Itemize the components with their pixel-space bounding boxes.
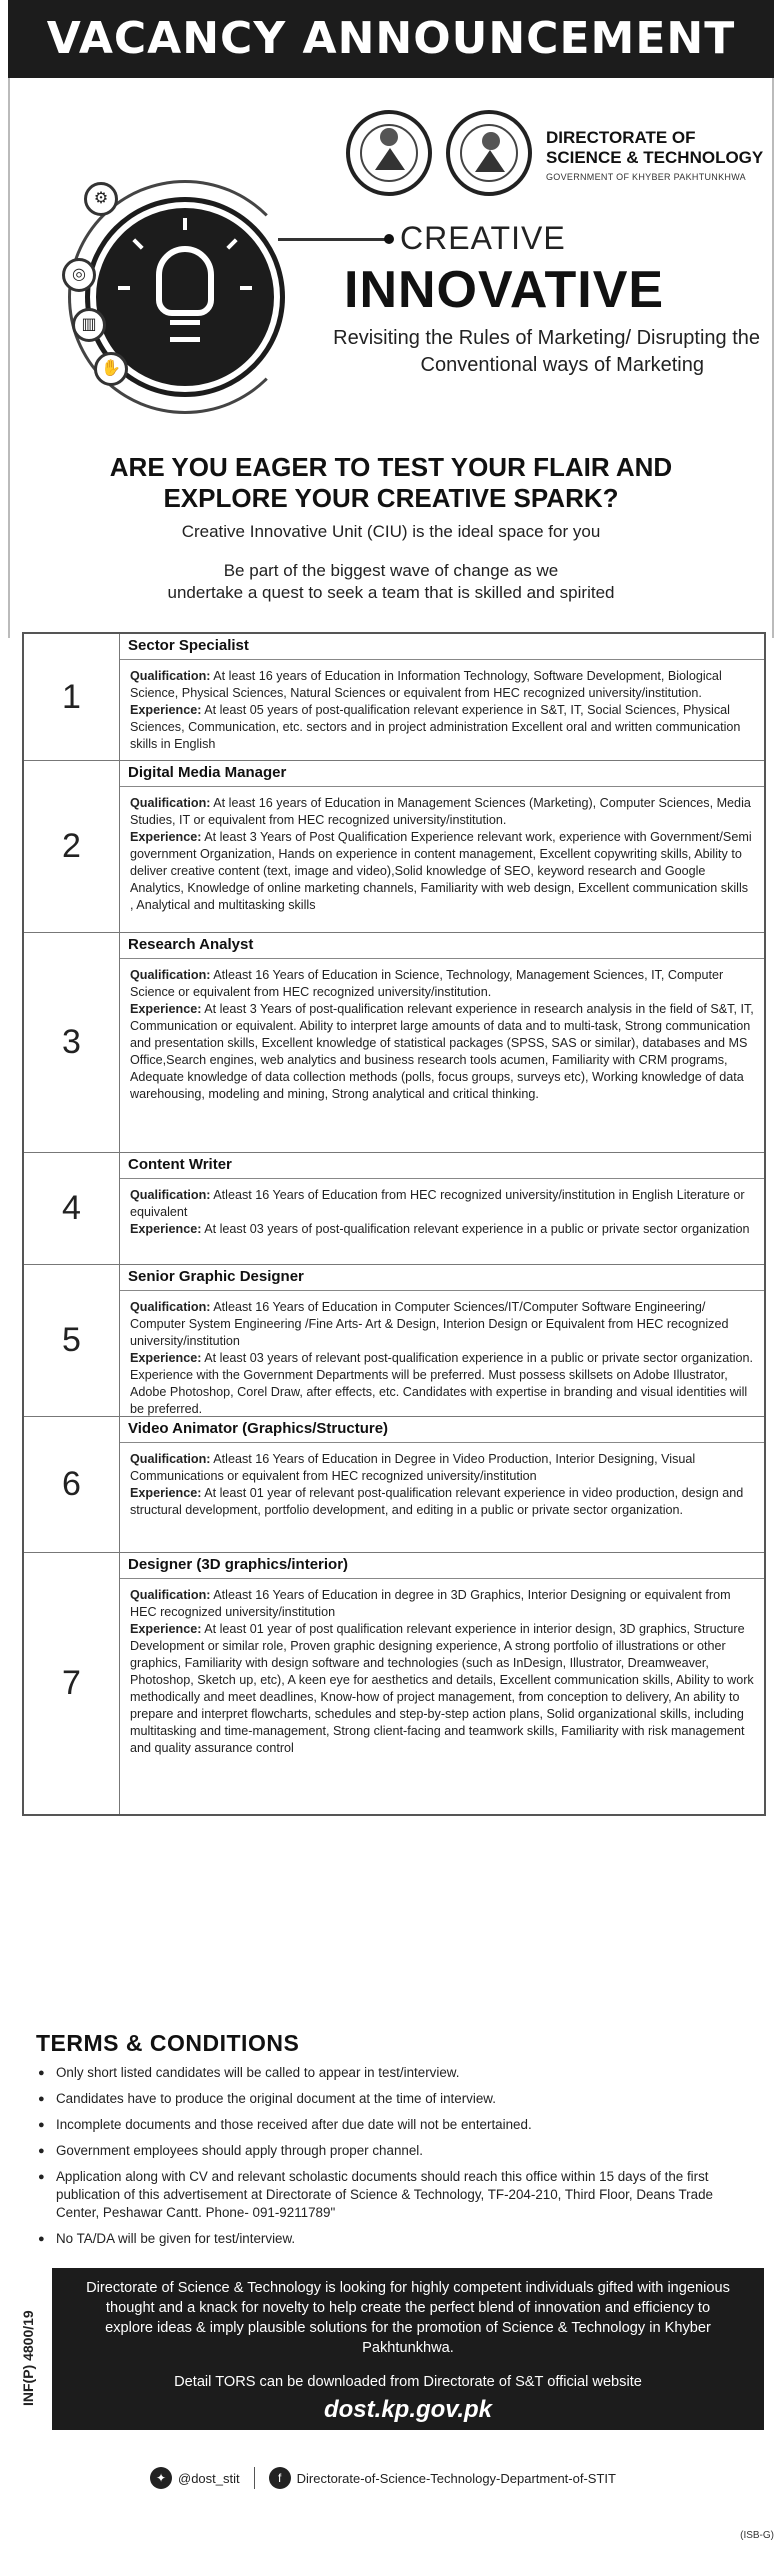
chart-icon: ▥ [72, 308, 106, 342]
social-divider [254, 2467, 255, 2489]
intro-question [8, 452, 774, 514]
twitter-handle[interactable]: @dost_stit [178, 2470, 240, 2486]
target-icon: ◎ [62, 258, 96, 292]
qualification-label: Qualification: [130, 796, 211, 810]
position-description [120, 787, 764, 920]
experience-text: At least 03 years of post-qualification relevant experience in a public or private sector organization [201, 1222, 750, 1236]
qualification-text: Atleast 16 Years of Education in Computer Sciences/IT/Computer Software Engineering/ Computer System Engineering /Fine Arts- Art & Design, Interion Design or Equivalent from HEC recognized university/institution [130, 1300, 729, 1348]
position-row-6 [24, 1416, 764, 1552]
terms-title: TERMS & CONDITIONS [36, 2030, 300, 2056]
intro-line2b: undertake a quest to seek a team that is skilled and spirited [167, 583, 615, 602]
position-description [120, 959, 764, 1109]
terms-list [36, 2064, 756, 2256]
qualification-text: At least 16 years of Education in Information Technology, Software Development, Biological Science, Physical Sciences, Natural Sciences or equivalent from HEC recognized university/institution. [130, 669, 722, 700]
position-title: Video Animator (Graphics/Structure) [120, 1417, 764, 1443]
website-link[interactable]: dost.kp.gov.pk [323, 2396, 493, 2423]
tagline-line2: Conventional ways of Marketing [420, 354, 704, 376]
positions-table [22, 632, 766, 1816]
terms-item: ● Government employees should apply through proper channel. [36, 2142, 756, 2160]
position-title: Digital Media Manager [120, 761, 764, 787]
terms-item: ● Application along with CV and relevant scholastic documents should reach this office within 15 days of the first publication of this advertisement at Directorate of Science & Technology, TF-204-210, Third Floor, Deans Trade Center, Peshawar Cantt. Phone- 091-9211789" [36, 2168, 756, 2222]
band-detail: Detail TORS can be downloaded from Directorate of S&T official website [174, 2374, 642, 2390]
position-description [120, 1179, 764, 1244]
social-links [150, 2458, 616, 2498]
terms-item: ● No TA/DA will be given for test/interview. [36, 2230, 756, 2248]
reference-number: INF(P) 4800/19 [20, 2310, 36, 2406]
experience-text: At least 3 Years of post-qualification relevant experience in research analysis in the field of S&T, IT, Communication or equivalent. Ability to interpret large amounts of data and to multi-task, Strong communication and presentation skills, Excellent knowledge of statistical packages (SPSS, SAS or similar), databases and MS Office,Search engines, web analytics and business research tools acumen, Familiarity with CRM programs, Adequate knowledge of data collection methods (polls, focus groups, surveys etc), Working knowledge of data warehousing, modeling and mining, Strong analytical and critical thinking. [130, 1002, 754, 1101]
position-title: Senior Graphic Designer [120, 1265, 764, 1291]
qualification-text: Atleast 16 Years of Education in Science, Technology, Management Sciences, IT, Computer Science or equivalent from HEC recognized university/institution. [130, 968, 724, 999]
qualification-label: Qualification: [130, 1588, 211, 1602]
intro-line1: Creative Innovative Unit (CIU) is the ideal space for you [181, 522, 601, 541]
directorate-name-line1: DIRECTORATE OF [546, 128, 696, 147]
directorate-subtitle: GOVERNMENT OF KHYBER PAKHTUNKHWA [546, 172, 746, 182]
experience-label: Experience: [130, 1622, 202, 1636]
position-description [120, 1291, 764, 1424]
qualification-text: At least 16 years of Education in Management Sciences (Marketing), Computer Sciences, Media Studies, IT or equivalent from HEC recognized university/institution. [130, 796, 751, 827]
qualification-text: Atleast 16 Years of Education in Degree in Video Production, Interior Designing, Visual Communications or equivalent from HEC recognized university/institution [130, 1452, 696, 1483]
innovative-heading: INNOVATIVE [344, 261, 665, 319]
experience-text: At least 05 years of post-qualification relevant experience in S&T, IT, Social Sciences, Physical Sciences, Communication, etc. sectors and in project administration Excellent oral and written communication skills in English [130, 703, 741, 751]
position-description [120, 1579, 764, 1763]
isb-code: (ISB-G) [740, 2530, 774, 2541]
band-description: Directorate of Science & Technology is looking for highly competent individuals gifted with ingenious thought and a knack for novelty to help create the perfect blend of innovation and efficiency to explore ideas & imply plausible solutions for the promotion of Science & Technology in Khyber Pakhtunkhwa. [86, 2280, 730, 2356]
qualification-label: Qualification: [130, 1452, 211, 1466]
terms-item: ● Candidates have to produce the original document at the time of interview. [36, 2090, 756, 2108]
intro-question-line2: EXPLORE YOUR CREATIVE SPARK? [163, 483, 619, 513]
position-title: Sector Specialist [120, 634, 764, 660]
position-row-2 [24, 760, 764, 932]
experience-label: Experience: [130, 1486, 202, 1500]
position-row-5 [24, 1264, 764, 1416]
position-title: Designer (3D graphics/interior) [120, 1553, 764, 1579]
directorate-name [546, 128, 763, 168]
announcement-title: VACANCY ANNOUNCEMENT [8, 0, 774, 78]
experience-text: At least 01 year of post qualification relevant experience in interior design, 3D graphics, Structure Development or similar role, Proven graphic designing experience, A strong portfolio of illustrations or other graphics, Familiarity with design software and technologies (such as InDesign, Illustrator, Dreamweaver, Photoshop, Sketch up, etc), A keen eye for aesthetics and details, Excellent communication skills, Ability to work methodically and meet deadlines, Know-how of project management, from conception to delivery, An ability to prepare and interpret flowcharts, schedules and step-by-step action plans, Solid organizational skills, including multitasking and time-management, Strong client-facing and teamwork skills, Familiarity with risk management and quality assurance control [130, 1622, 754, 1755]
experience-label: Experience: [130, 703, 202, 717]
position-number: 6 [24, 1417, 120, 1552]
tagline-line1: Revisiting the Rules of Marketing/ Disrupting the [333, 327, 760, 349]
qualification-label: Qualification: [130, 968, 211, 982]
intro-line2 [8, 560, 774, 604]
position-number: 4 [24, 1153, 120, 1264]
intro-line2a: Be part of the biggest wave of change as we [223, 561, 559, 580]
twitter-icon[interactable]: ✦ [150, 2467, 172, 2489]
kp-government-seal-icon [346, 110, 432, 196]
position-row-3 [24, 932, 764, 1152]
qualification-text: Atleast 16 Years of Education in degree in 3D Graphics, Interior Designing or equivalent from HEC recognized university/institution [130, 1588, 731, 1619]
directorate-name-line2: SCIENCE & TECHNOLOGY [546, 148, 764, 167]
position-title: Content Writer [120, 1153, 764, 1179]
qualification-label: Qualification: [130, 1300, 211, 1314]
position-description [120, 1443, 764, 1525]
position-row-7 [24, 1552, 764, 1814]
experience-label: Experience: [130, 830, 202, 844]
terms-item: ● Incomplete documents and those received after due date will not be entertained. [36, 2116, 756, 2134]
position-number: 7 [24, 1553, 120, 1814]
position-number: 1 [24, 634, 120, 760]
position-number: 2 [24, 761, 120, 932]
experience-text: At least 03 years of relevant post-qualification experience in a public or private sector organization. Experience with the Government Departments will be preferred. Must possess skillsets on Adobe Illustrator, Adobe Photoshop, Corel Draw, after effects, etc. Candidates with expertise in branding and visual identities will be preferred. [130, 1351, 754, 1416]
facebook-page[interactable]: Directorate-of-Science-Technology-Department-of-STIT [296, 2470, 616, 2486]
hero-connector-line [278, 238, 386, 241]
head-gear-icon: ⚙ [84, 182, 118, 216]
experience-label: Experience: [130, 1222, 202, 1236]
info-band [52, 2268, 764, 2430]
position-row-4 [24, 1152, 764, 1264]
experience-text: At least 01 year of relevant post-qualification relevant experience in video production, design and structural development, portfolio development, and editing in a public or private sector organization. [130, 1486, 744, 1517]
experience-text: At least 3 Years of Post Qualification Experience relevant work, experience with Government/Semi government Organization, Hands on experience in content management, Excellent copywriting skills, Ability to deliver creative content (text, image and video),Solid knowledge of SEO, keyword research and Google Analytics, Knowledge of online marketing channels, Familiarity with web design, Excellent communication skills , Analytical and multitasking skills [130, 830, 752, 912]
hero-connector-dot [384, 234, 394, 244]
qualification-text: Atleast 16 Years of Education from HEC recognized university/institution in English Literature or equivalent [130, 1188, 745, 1219]
experience-label: Experience: [130, 1351, 202, 1365]
position-row-1 [24, 634, 764, 760]
position-description [120, 660, 764, 759]
directorate-seal-icon [446, 110, 532, 196]
position-number: 3 [24, 933, 120, 1152]
hero-section [8, 82, 774, 452]
position-title: Research Analyst [120, 933, 764, 959]
facebook-icon[interactable]: f [269, 2467, 291, 2489]
experience-label: Experience: [130, 1002, 202, 1016]
position-number: 5 [24, 1265, 120, 1416]
creative-heading: CREATIVE [400, 220, 566, 256]
intro-question-line1: ARE YOU EAGER TO TEST YOUR FLAIR AND [109, 452, 673, 482]
handshake-icon: ✋ [94, 352, 128, 386]
qualification-label: Qualification: [130, 1188, 211, 1202]
terms-item: ● Only short listed candidates will be called to appear in test/interview. [36, 2064, 756, 2082]
qualification-label: Qualification: [130, 669, 211, 683]
